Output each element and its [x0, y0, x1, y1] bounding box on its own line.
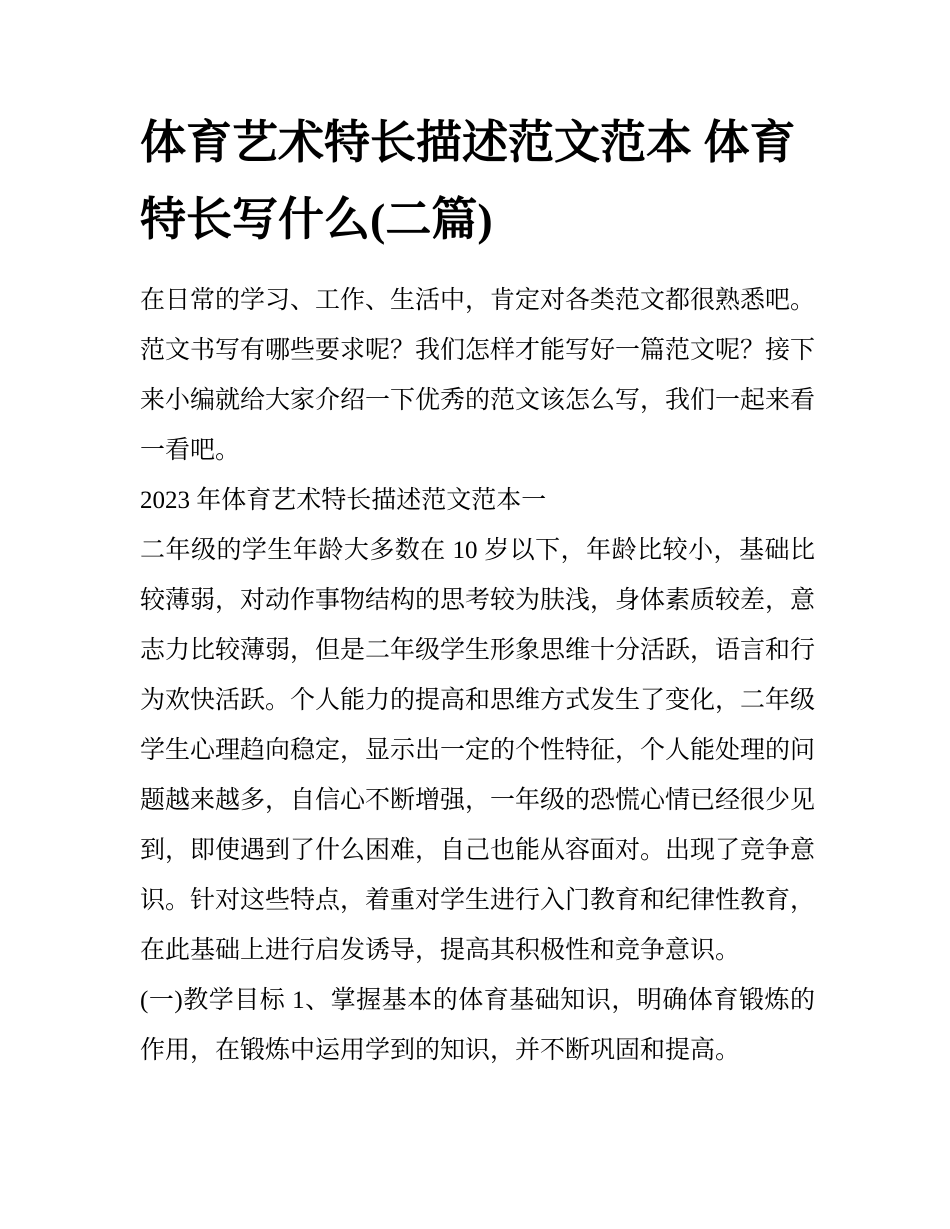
section-heading-paragraph: 2023 年体育艺术特长描述范文范本一 — [140, 487, 547, 514]
intro-paragraph: 在日常的学习、工作、生活中，肯定对各类范文都很熟悉吧。范文书写有哪些要求呢？我们怎样才能写好一篇范文呢？接下来小编就给大家介绍一下优秀的范文该怎么写，我们一起来看一看吧。 — [140, 287, 816, 464]
body-paragraph: 二年级的学生年龄大多数在 10 岁以下，年龄比较小，基础比较薄弱，对动作事物结构的思考较为肤浅，身体素质较差，意志力比较薄弱，但是二年级学生形象思维十分活跃，语言和行为欢快活跃。个人能力的提高和思维方式发生了变化，二年级学生心理趋向稳定，显示出一定的个性特征，个人能处理的问题越来越多，自信心不断增强，一年级的恐慌心情已经很少见到，即使遇到了什么困难，自己也能从容面对。出现了竞争意识。针对这些特点，着重对学生进行入门教育和纪律性教育，在此基础上进行启发诱导，提高其积极性和竞争意识。 — [140, 537, 816, 964]
document-title: 体育艺术特长描述范文范本 体育特长写什么(二篇) — [140, 117, 796, 245]
teaching-goals-paragraph: (一)教学目标 1、掌握基本的体育基础知识，明确体育锻炼的作用，在锻炼中运用学到的知识，并不断巩固和提高。 — [140, 987, 815, 1064]
